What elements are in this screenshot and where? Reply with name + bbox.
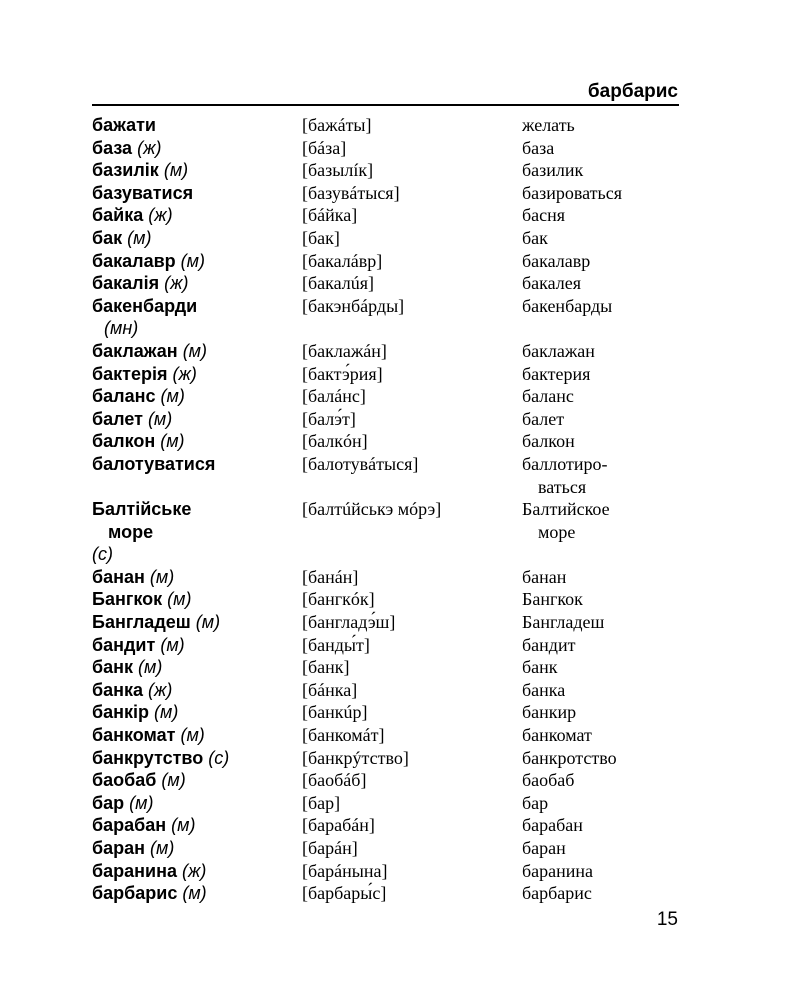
gender-label: (ж) (181, 860, 207, 881)
gender-label: (м) (160, 634, 185, 655)
dictionary-entry (92, 611, 679, 634)
translation-cell (522, 724, 679, 747)
dictionary-entry (92, 498, 679, 566)
translation-cell (522, 882, 679, 905)
entry-headword-cell (92, 792, 302, 815)
entry-headword-cell (92, 295, 302, 340)
gender-label: (м) (149, 566, 175, 587)
transcription: [бакэнбáрды] (302, 295, 405, 316)
headword: банкір (92, 702, 150, 723)
translation: желать (522, 115, 575, 135)
gender-label: (м) (171, 815, 196, 836)
header-rule (92, 104, 679, 106)
headword: базилік (92, 160, 159, 181)
dictionary-entry (92, 724, 679, 747)
running-head: барбарис (587, 81, 678, 102)
transcription: [бáза] (302, 137, 347, 158)
dictionary-entry (92, 272, 679, 295)
transcription: [бактэ́рия] (302, 363, 383, 384)
dictionary-entry (92, 769, 679, 792)
gender-label: (с) (92, 544, 113, 565)
translation: баллотиро- (522, 453, 608, 474)
entry-headword-cell (92, 204, 302, 227)
dictionary-entry (92, 453, 679, 498)
dictionary-entry (92, 340, 679, 363)
translation: база (522, 137, 555, 158)
translation-cell (522, 114, 679, 137)
gender-label: (м) (180, 250, 205, 271)
gender-label: (м) (129, 792, 154, 813)
transcription: [бангладэ́ш] (302, 612, 396, 633)
translation-continuation: море (538, 521, 576, 542)
dictionary-entries (92, 114, 679, 905)
translation-cell (522, 656, 679, 679)
translation-cell (522, 250, 679, 273)
dictionary-entry (92, 679, 679, 702)
translation-cell (522, 769, 679, 792)
dictionary-entry (92, 430, 679, 453)
headword: балет (92, 408, 143, 429)
translation: баклажан (522, 340, 595, 361)
entry-headword-cell (92, 227, 302, 250)
headword: балотуватися (92, 453, 216, 474)
headword: банка (92, 679, 144, 700)
translation-cell (522, 498, 679, 543)
entry-headword-cell (92, 769, 302, 792)
gender-label: (м) (150, 838, 175, 858)
entry-headword-cell (92, 430, 302, 453)
translation: банан (522, 566, 567, 587)
gender-label: (м) (167, 589, 192, 610)
dictionary-entry (92, 159, 679, 182)
entry-headword-cell (92, 137, 302, 160)
transcription: [балтúйськэ мóрэ] (302, 499, 442, 520)
translation: Бангладеш (522, 612, 605, 633)
headword: баран (92, 838, 146, 858)
translation-cell (522, 295, 679, 318)
transcription: [барбары́с] (302, 883, 387, 904)
gender-label: (ж) (164, 273, 189, 294)
translation: банкротство (522, 747, 617, 768)
translation-cell (522, 611, 679, 634)
translation-cell (522, 701, 679, 724)
entry-headword-cell (92, 588, 302, 611)
headword-continuation: море (108, 521, 154, 542)
translation-cell (522, 566, 679, 589)
transcription: [банкрýтство] (302, 747, 409, 768)
entry-headword-cell (92, 566, 302, 589)
dictionary-entry (92, 566, 679, 589)
headword: базуватися (92, 182, 194, 203)
translation: басня (522, 205, 566, 226)
entry-headword-cell (92, 453, 302, 476)
translation-cell (522, 408, 679, 431)
translation-cell (522, 453, 679, 498)
gender-label: (м) (180, 725, 205, 746)
translation-cell (522, 792, 679, 815)
gender-label: (м) (163, 160, 189, 181)
dictionary-entry (92, 295, 679, 340)
transcription: [базувáтыся] (302, 182, 400, 203)
translation: Бангкок (522, 589, 583, 610)
transcription: [бангкóк] (302, 589, 375, 610)
translation: банка (522, 679, 566, 700)
transcription: [балэ́т] (302, 408, 356, 429)
page-number: 15 (656, 909, 678, 930)
transcription: [банкúр] (302, 702, 368, 723)
translation-cell (522, 747, 679, 770)
dictionary-entry (92, 792, 679, 815)
gender-label: (м) (161, 770, 186, 791)
headword: бакенбарди (92, 295, 198, 316)
translation-cell (522, 814, 679, 837)
dictionary-entry (92, 656, 679, 679)
headword: бакалія (92, 273, 160, 294)
headword: бактерія (92, 363, 168, 384)
transcription: [баобáб] (302, 770, 367, 791)
transcription: [бáнка] (302, 679, 358, 700)
translation-cell (522, 837, 679, 860)
dictionary-entry (92, 250, 679, 273)
translation-cell (522, 227, 679, 250)
headword: бар (92, 792, 125, 813)
headword: Балтійське (92, 499, 192, 520)
translation-cell (522, 137, 679, 160)
gender-label: (м) (182, 883, 207, 904)
dictionary-entry (92, 227, 679, 250)
translation-cell (522, 363, 679, 386)
headword: балкон (92, 431, 156, 452)
transcription: [барабáн] (302, 815, 375, 836)
translation-cell (522, 182, 679, 205)
transcription: [банкомáт] (302, 725, 385, 746)
headword: баклажан (92, 340, 178, 361)
translation-cell (522, 159, 679, 182)
dictionary-entry (92, 114, 679, 137)
dictionary-entry (92, 814, 679, 837)
translation: банкомат (522, 725, 592, 746)
transcription: [бáйка] (302, 205, 358, 226)
translation-cell (522, 272, 679, 295)
headword: банкомат (92, 725, 176, 746)
translation: Балтийское (522, 499, 610, 520)
translation: базироваться (522, 182, 623, 203)
translation: бакенбарды (522, 295, 613, 316)
headword: барбарис (92, 883, 178, 904)
translation-cell (522, 679, 679, 702)
translation-cell (522, 204, 679, 227)
headword: бакалавр (92, 250, 176, 271)
gender-label: (мн) (104, 318, 139, 339)
entry-headword-cell (92, 363, 302, 386)
transcription: [банды́т] (302, 634, 370, 655)
dictionary-entry (92, 363, 679, 386)
headword: баланс (92, 386, 156, 407)
headword: банкрутство (92, 747, 204, 768)
entry-headword-cell (92, 747, 302, 770)
translation-cell (522, 634, 679, 657)
entry-headword-cell (92, 724, 302, 747)
transcription: [банáн] (302, 566, 359, 587)
headword: база (92, 137, 133, 158)
entry-headword-cell (92, 814, 302, 837)
translation-cell (522, 340, 679, 363)
headword: бак (92, 227, 123, 248)
entry-headword-cell (92, 114, 302, 137)
translation-cell (522, 588, 679, 611)
translation: банкир (522, 702, 577, 723)
transcription: [балотувáтыся] (302, 453, 419, 474)
translation: бакалавр (522, 250, 591, 271)
entry-headword-cell (92, 250, 302, 273)
entry-headword-cell (92, 272, 302, 295)
gender-label: (ж) (148, 205, 173, 226)
transcription: [барáнына] (302, 860, 388, 881)
dictionary-entry (92, 408, 679, 431)
entry-headword-cell (92, 408, 302, 431)
headword: бандит (92, 634, 156, 655)
entry-headword-cell (92, 498, 302, 566)
translation: баран (522, 838, 566, 858)
transcription: [балкóн] (302, 431, 368, 452)
translation: баобаб (522, 770, 575, 791)
gender-label: (м) (154, 702, 179, 723)
translation: балет (522, 408, 565, 429)
entry-headword-cell (92, 634, 302, 657)
dictionary-entry (92, 634, 679, 657)
gender-label: (м) (160, 386, 185, 407)
transcription: [бажáты] (302, 115, 372, 135)
translation: банк (522, 657, 558, 678)
gender-label: (ж) (172, 363, 197, 384)
dictionary-entry (92, 182, 679, 205)
dictionary-entry (92, 204, 679, 227)
transcription: [банк] (302, 657, 350, 678)
transcription: [баклажáн] (302, 340, 387, 361)
gender-label: (м) (160, 431, 185, 452)
transcription: [бак] (302, 227, 340, 248)
translation: барбарис (522, 883, 592, 904)
dictionary-entry (92, 385, 679, 408)
dictionary-entry (92, 860, 679, 883)
gender-label: (м) (147, 408, 173, 429)
transcription: [бакалáвр] (302, 250, 383, 271)
gender-label: (с) (208, 747, 230, 768)
translation: базилик (522, 160, 584, 181)
headword: бажати (92, 115, 157, 135)
entry-headword-cell (92, 837, 302, 860)
entry-headword-cell (92, 159, 302, 182)
headword: Бангкок (92, 589, 163, 610)
transcription: [бакалúя] (302, 273, 375, 294)
translation: баранина (522, 860, 594, 881)
dictionary-entry (92, 588, 679, 611)
translation: бактерия (522, 363, 591, 384)
dictionary-entry (92, 137, 679, 160)
dictionary-entry (92, 701, 679, 724)
entry-headword-cell (92, 679, 302, 702)
entry-headword-cell (92, 656, 302, 679)
headword: баобаб (92, 770, 157, 791)
transcription: [бар] (302, 792, 341, 813)
translation: бандит (522, 634, 576, 655)
dictionary-entry (92, 837, 679, 860)
transcription: [базылíк] (302, 160, 374, 181)
translation-cell (522, 860, 679, 883)
translation: балкон (522, 431, 575, 452)
gender-label: (ж) (137, 137, 162, 158)
translation: баланс (522, 386, 574, 407)
translation: бак (522, 227, 548, 248)
transcription: [балáнс] (302, 386, 366, 407)
dictionary-entry (92, 882, 679, 905)
translation-cell (522, 430, 679, 453)
headword: Бангладеш (92, 612, 191, 633)
gender-label: (м) (195, 612, 221, 633)
entry-headword-cell (92, 182, 302, 205)
headword: банан (92, 566, 145, 587)
translation-cell (522, 385, 679, 408)
transcription: [барáн] (302, 838, 358, 858)
translation: бар (522, 792, 549, 813)
gender-label: (ж) (148, 679, 173, 700)
headword: барабан (92, 815, 167, 836)
entry-headword-cell (92, 860, 302, 883)
entry-headword-cell (92, 701, 302, 724)
entry-headword-cell (92, 385, 302, 408)
entry-headword-cell (92, 611, 302, 634)
headword: баранина (92, 860, 177, 881)
headword: банк (92, 657, 134, 678)
headword: байка (92, 205, 144, 226)
gender-label: (м) (127, 227, 152, 248)
gender-label: (м) (138, 657, 163, 678)
dictionary-entry (92, 747, 679, 770)
gender-label: (м) (182, 340, 208, 361)
entry-headword-cell (92, 340, 302, 363)
entry-headword-cell (92, 882, 302, 905)
translation: барабан (522, 815, 583, 836)
translation: бакалея (522, 273, 582, 294)
translation-continuation: ваться (538, 476, 587, 497)
